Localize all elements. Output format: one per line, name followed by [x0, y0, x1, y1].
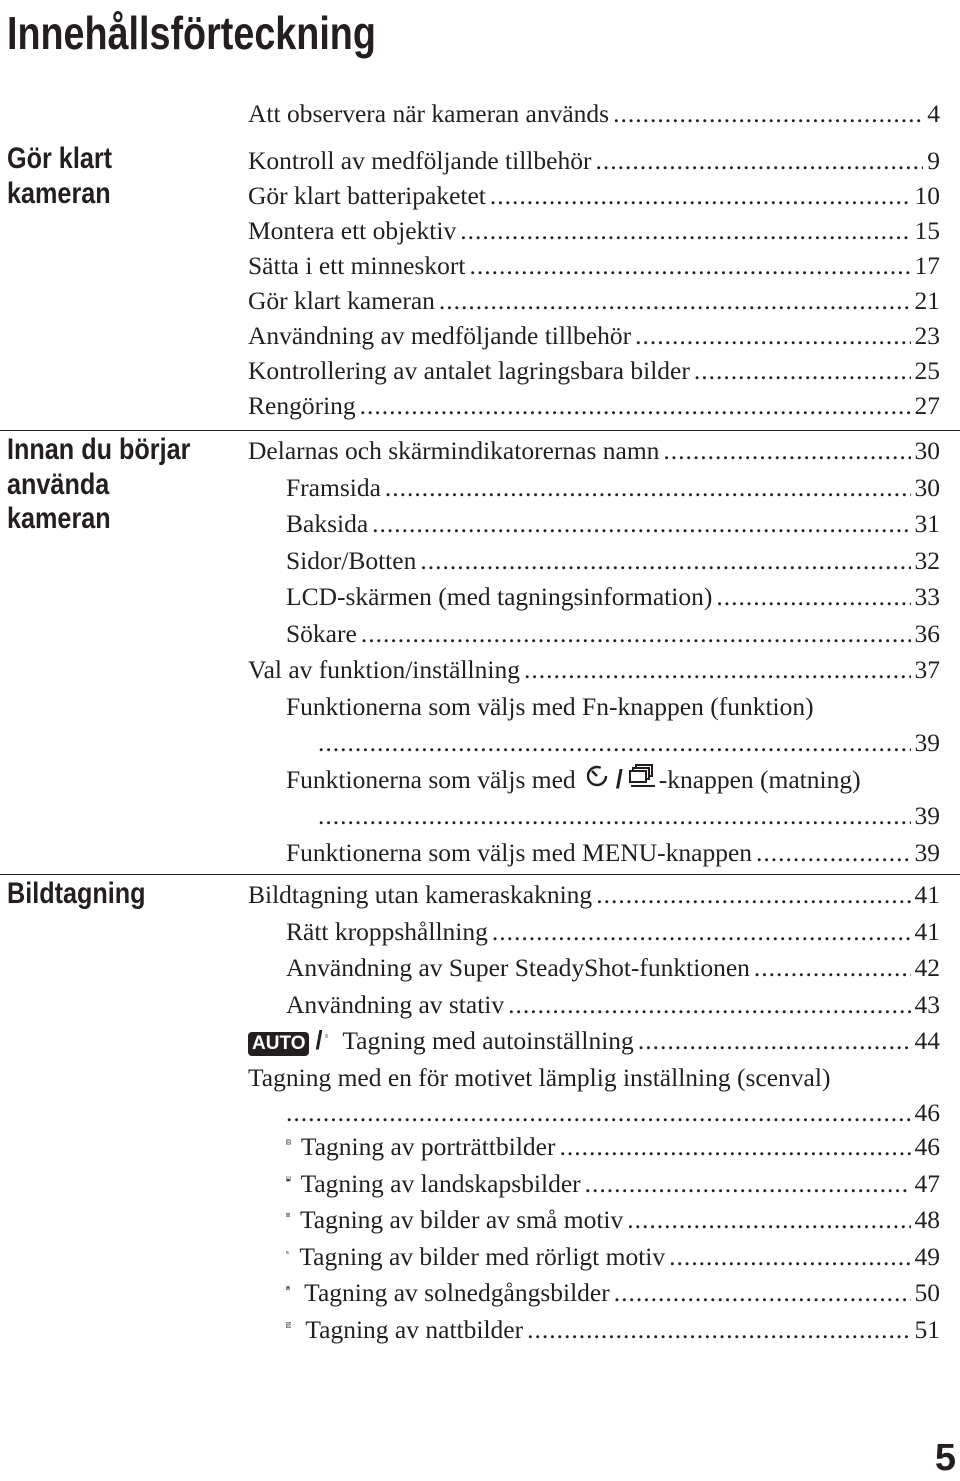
dot-leader — [663, 433, 910, 470]
entry-label: Att observera när kameran används — [248, 99, 610, 128]
toc-entry[interactable] — [248, 506, 940, 543]
dot-leader — [524, 652, 911, 689]
entry-label: Tagning med en för motivet lämplig inställning (scenval) — [248, 1062, 831, 1092]
toc-entry[interactable] — [248, 1239, 940, 1276]
page-title: Innehållsförteckning — [7, 7, 376, 59]
toc-entry[interactable] — [248, 877, 940, 914]
entry-label: Funktionerna som väljs med — [286, 764, 576, 794]
dot-leader — [361, 616, 911, 653]
dot-leader — [372, 506, 910, 543]
toc-entry[interactable] — [248, 1312, 940, 1349]
entry-label: Funktionerna som väljs med MENU-knappen — [286, 837, 753, 867]
section-title-line: använda — [7, 467, 110, 501]
entry-label: Framsida — [286, 472, 381, 502]
entry-label: Montera ett objektiv — [248, 216, 457, 245]
section-bildtagning — [0, 874, 960, 1355]
entry-page: 51 — [914, 1314, 940, 1344]
entry-label: Funktionerna som väljs med Fn-knappen (funktion) — [286, 691, 814, 721]
entry-label: Sökare — [286, 618, 357, 648]
dot-leader — [585, 1166, 911, 1203]
entry-page: 47 — [914, 1168, 940, 1198]
dot-leader — [716, 579, 910, 616]
dot-leader — [492, 914, 911, 951]
entry-page: 37 — [914, 655, 940, 684]
entry-label: Tagning av landskapsbilder — [300, 1168, 581, 1198]
entry-page: 10 — [914, 181, 940, 210]
entry-page: 9 — [927, 146, 940, 175]
dot-leader — [420, 543, 910, 580]
entry-label: Användning av stativ — [286, 989, 505, 1019]
section-entries — [248, 433, 940, 871]
toc-entry[interactable] — [248, 835, 940, 872]
entry-label: Baksida — [286, 509, 369, 538]
dot-leader — [627, 1202, 910, 1239]
entry-label: Användning av Super SteadyShot-funktionen — [286, 953, 750, 982]
entry-page: 30 — [914, 436, 940, 465]
toc-entry[interactable] — [248, 433, 940, 470]
sunset-icon — [286, 1275, 290, 1301]
dot-leader — [613, 96, 923, 132]
entry-page: 44 — [914, 1026, 940, 1055]
toc-entry-wrapped[interactable] — [248, 762, 940, 835]
entry-page: 30 — [914, 472, 940, 502]
dot-leader — [596, 877, 910, 914]
dot-leader — [360, 388, 911, 423]
night-portrait-icon — [286, 1312, 291, 1338]
toc-entry[interactable] — [248, 353, 940, 388]
dot-leader — [286, 1096, 911, 1129]
entry-page: 15 — [914, 216, 940, 245]
entry-label: Gör klart kameran — [248, 286, 435, 315]
section-title-line: Bildtagning — [7, 877, 146, 910]
entry-page: 49 — [914, 1241, 940, 1271]
toc-entry[interactable] — [248, 318, 940, 353]
entry-label: Sidor/Botten — [286, 545, 417, 575]
toc-entry[interactable] — [248, 470, 940, 507]
dot-leader — [635, 318, 910, 353]
section-title-line: kameran — [7, 176, 111, 210]
entry-label: Rengöring — [248, 391, 356, 420]
section-innan-du-borjar — [0, 430, 960, 871]
toc-entry-wrapped[interactable] — [248, 1060, 940, 1130]
entry-page: 42 — [914, 953, 940, 982]
dot-leader — [318, 798, 911, 835]
dot-leader — [439, 283, 911, 318]
entry-page: 32 — [914, 545, 940, 575]
entry-label: Val av funktion/inställning — [248, 655, 520, 684]
macro-icon — [286, 1202, 290, 1228]
slash: / — [315, 1027, 323, 1055]
landscape-icon — [286, 1166, 291, 1192]
entry-page: 23 — [914, 321, 940, 350]
sports-icon — [286, 1239, 289, 1265]
entry-label: Rätt kroppshållning — [286, 916, 488, 946]
page-number: 5 — [934, 1437, 956, 1479]
toc-entry[interactable] — [248, 914, 940, 951]
dot-leader — [756, 835, 910, 872]
dot-leader — [527, 1312, 910, 1349]
section-title — [7, 142, 112, 211]
toc-entry[interactable] — [248, 1166, 940, 1203]
toc-entry[interactable] — [248, 1202, 940, 1239]
dot-leader — [460, 213, 910, 248]
entry-page: 39 — [914, 837, 940, 867]
entry-label: Sätta i ett minneskort — [248, 251, 466, 280]
toc-entry[interactable] — [248, 987, 940, 1024]
dot-leader — [385, 470, 911, 507]
dot-leader — [595, 143, 923, 178]
auto-mode-icon: AUTO — [248, 1032, 309, 1056]
toc-entry[interactable] — [248, 248, 940, 283]
entry-label: Bildtagning utan kameraskakning — [248, 880, 593, 909]
entry-page: 41 — [914, 916, 940, 946]
dot-leader — [490, 178, 911, 213]
toc-entry[interactable] — [248, 1129, 940, 1166]
entry-label: Gör klart batteripaketet — [248, 181, 486, 210]
toc-entry[interactable] — [248, 283, 940, 318]
dot-leader — [559, 1129, 910, 1166]
entry-page: 48 — [914, 1205, 940, 1234]
entry-page: 41 — [914, 880, 940, 909]
section-gor-klart — [0, 142, 960, 428]
toc-entry[interactable] — [248, 652, 940, 689]
entry-page: 36 — [914, 618, 940, 648]
entry-label: LCD-skärmen (med tagningsinformation) — [286, 582, 713, 611]
entry-label: Kontroll av medföljande tillbehör — [248, 146, 592, 175]
entry-page: 43 — [914, 989, 940, 1019]
drive-mode-icon — [629, 762, 657, 788]
entry-label: Kontrollering av antalet lagringsbara bilder — [248, 356, 690, 385]
toc-entry[interactable] — [248, 388, 940, 423]
toc-entry[interactable] — [248, 143, 940, 178]
entry-page: 46 — [914, 1132, 940, 1161]
self-timer-icon — [584, 762, 610, 788]
entry-page: 46 — [914, 1098, 940, 1127]
dot-leader — [318, 725, 911, 762]
slash: / — [615, 765, 623, 794]
entry-page: 50 — [914, 1278, 940, 1307]
entry-label: Delarnas och skärmindikatorernas namn — [248, 436, 660, 465]
entry-label: Användning av medföljande tillbehör — [248, 321, 632, 350]
section-title-line: Innan du börjar — [7, 433, 191, 466]
portrait-icon — [286, 1129, 291, 1155]
flash-off-icon — [325, 1023, 329, 1049]
entry-page: 33 — [914, 582, 940, 611]
toc-entry[interactable] — [248, 950, 940, 987]
entry-label: Tagning av bilder av små motiv — [299, 1205, 624, 1234]
dot-leader — [508, 987, 910, 1024]
dot-leader — [694, 353, 911, 388]
entry-label: Tagning med autoinställning — [342, 1026, 634, 1055]
entry-page: 39 — [914, 728, 940, 757]
toc-entry-wrapped[interactable] — [248, 689, 940, 762]
entry-page: 17 — [914, 251, 940, 280]
entry-page: 27 — [914, 391, 940, 420]
entry-page: 21 — [914, 286, 940, 315]
dot-leader — [754, 950, 911, 987]
entry-label: Tagning av nattbilder — [305, 1314, 524, 1344]
section-title-line: kameran — [7, 502, 111, 535]
entry-page: 4 — [927, 99, 940, 128]
entry-page: 39 — [914, 801, 940, 830]
section-title — [7, 433, 190, 537]
entry-label: Tagning av solnedgångsbilder — [304, 1278, 610, 1307]
toc-entry[interactable] — [248, 579, 940, 616]
entry-page: 25 — [914, 356, 940, 385]
dot-leader — [614, 1275, 911, 1312]
toc-entry[interactable] — [248, 543, 940, 580]
entry-label: Tagning av porträttbilder — [300, 1132, 556, 1161]
toc-entry[interactable] — [248, 1275, 940, 1312]
section-entries — [248, 877, 940, 1348]
entry-page: 31 — [914, 509, 940, 538]
section-title-line: Gör klart — [7, 142, 113, 175]
dot-leader — [669, 1239, 910, 1276]
section-entries — [248, 143, 940, 423]
toc-entry[interactable] — [248, 616, 940, 653]
toc-entry-intro[interactable] — [248, 96, 940, 132]
dot-leader — [638, 1023, 911, 1060]
toc-entry[interactable] — [248, 213, 940, 248]
toc-entry[interactable] — [248, 1023, 940, 1060]
dot-leader — [469, 248, 910, 283]
toc-entry[interactable] — [248, 178, 940, 213]
entry-label: -knappen (matning) — [658, 764, 861, 794]
entry-label: Tagning av bilder med rörligt motiv — [299, 1241, 666, 1271]
section-title — [7, 877, 146, 912]
